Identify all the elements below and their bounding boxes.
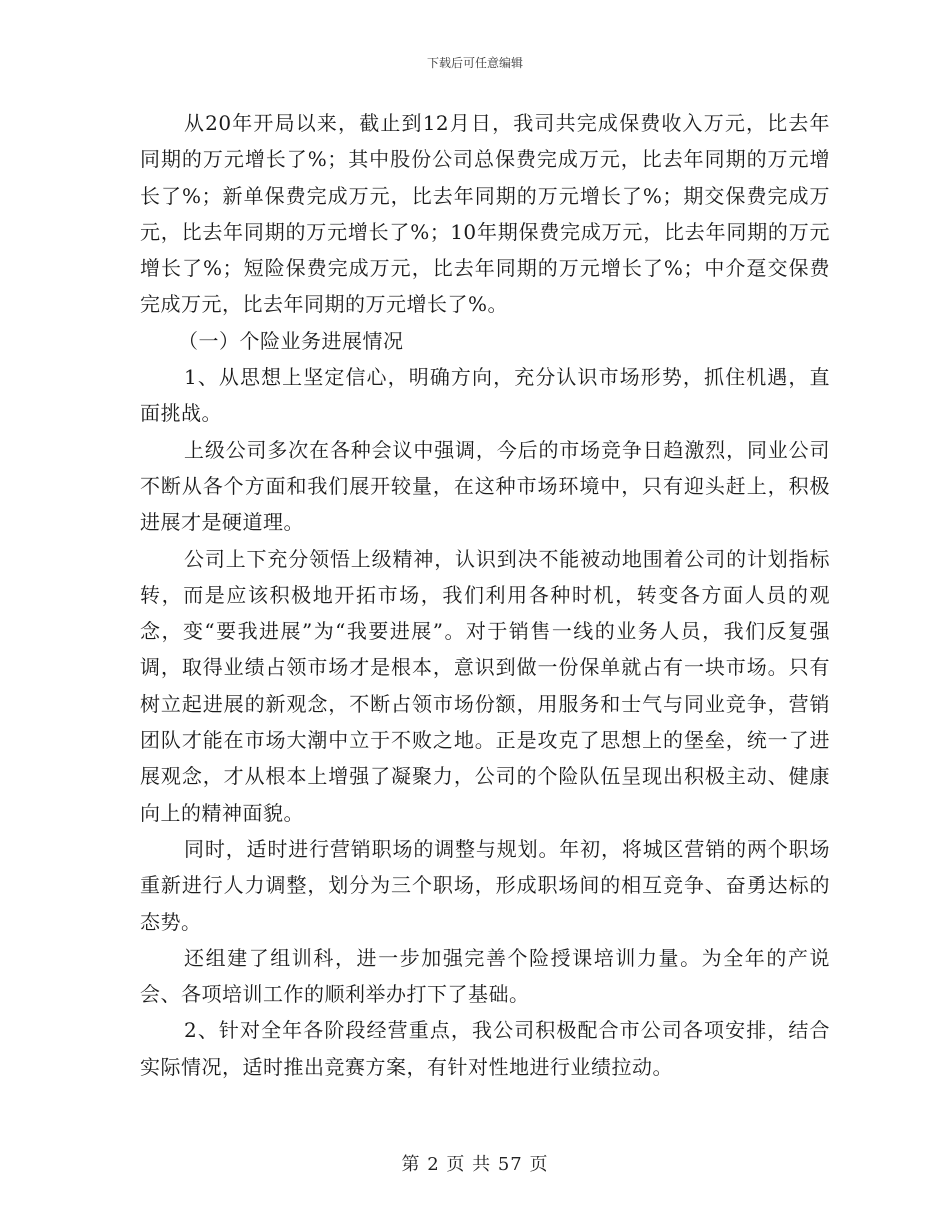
point-2-paragraph: 2、针对全年各阶段经营重点，我公司积极配合市公司各项安排，结合实际情况，适时推出竞赛方案，有针对性地进行业绩拉动。: [140, 1018, 830, 1079]
summary-paragraph: 从20年开局以来，截止到12月日，我司共完成保费收入万元，比去年同期的万元增长了%；其中股份公司总保费完成万元，比去年同期的万元增长了%；新单保费完成万元，比去年同期的万元增长了%；期交保费完成万元，比去年同期的万元增长了%；10年期保费完成万元，比去年同期的万元增长了%；短险保费完成万元，比去年同期的万元增长了%；中介趸交保费完成万元，比去年同期的万元增长了%。: [140, 111, 830, 317]
body-paragraph: 同时，适时进行营销职场的调整与规划。年初，将城区营销的两个职场重新进行人力调整，划分为三个职场，形成职场间的相互竞争、奋勇达标的态势。: [140, 836, 830, 934]
document-body: [140, 105, 830, 1085]
body-paragraph: 还组建了组训科，进一步加强完善个险授课培训力量。为全年的产说会、各项培训工作的顺利举办打下了基础。: [140, 945, 830, 1007]
page-header: 下载后可任意编辑: [426, 56, 523, 70]
point-1-paragraph: 1、从思想上坚定信心，明确方向，充分认识市场形势，抓住机遇，直面挑战。: [140, 365, 830, 426]
section-heading: （一）个险业务进展情况: [178, 328, 404, 353]
body-paragraph: 上级公司多次在各种会议中强调，今后的市场竞争日趋激烈，同业公司不断从各个方面和我们展开较量，在这种市场环境中，只有迎头赶上，积极进展才是硬道理。: [140, 437, 830, 535]
page-number: 第 2 页 共 57 页: [401, 1154, 549, 1175]
body-paragraph: 公司上下充分领悟上级精神，认识到决不能被动地围着公司的计划指标转，而是应该积极地开拓市场，我们利用各种时机，转变各方面人员的观念，变“要我进展”为“我要进展”。对于销售一线的业务人员，我们反复强调，取得业绩占领市场才是根本，意识到做一份保单就占有一块市场。只有树立起进展的新观念，不断占领市场份额，用服务和士气与同业竞争，营销团队才能在市场大潮中立于不败之地。正是攻克了思想上的堡垒，统一了进展观念，才从根本上增强了凝聚力，公司的个险队伍呈现出积极主动、健康向上的精神面貌。: [140, 546, 830, 825]
